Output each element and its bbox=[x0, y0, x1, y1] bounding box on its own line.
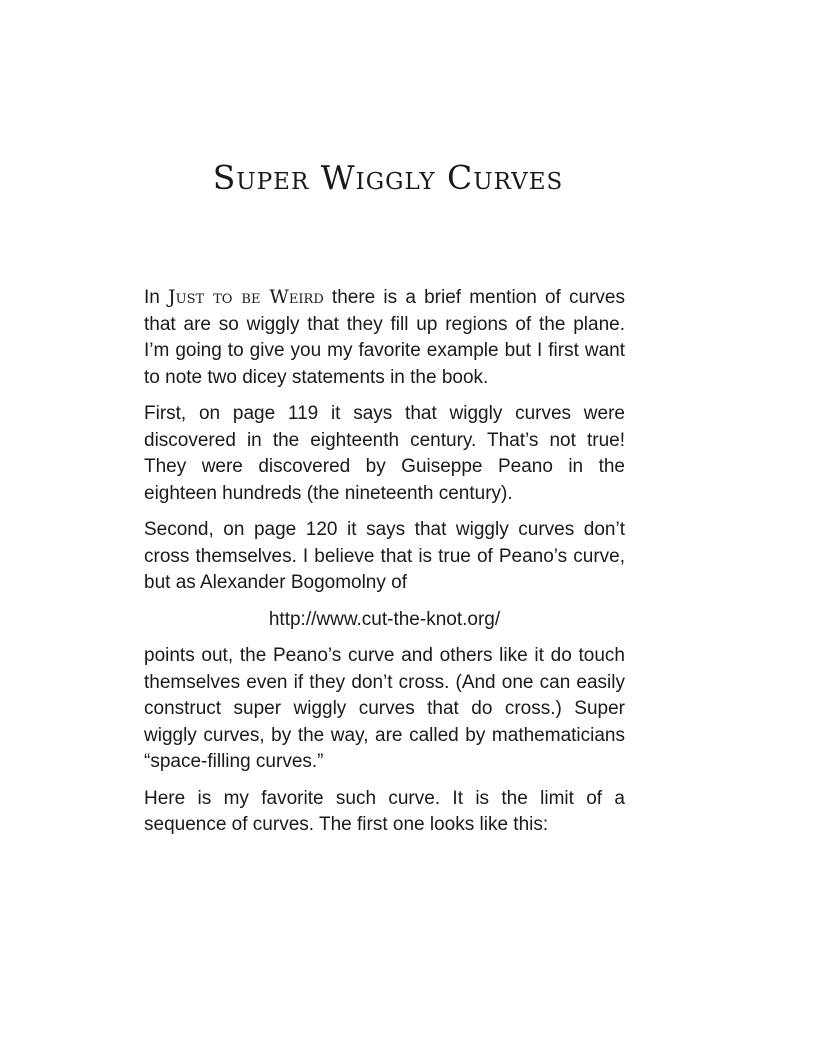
paragraph-first-statement: First, on page 119 it says that wiggly curves were discovered in the eighteenth century. That’s not true! They were discovered by Guiseppe Peano in the eighteen hundreds (the nineteenth century). bbox=[144, 403, 625, 504]
paragraph-touch-note: points out, the Peano’s curve and others like it do touch themselves even if they don’t cross. (And one can easily construct super wiggly curves that do cross.) Super wiggly curves, by the way, are called by mathematicians “space-filling curves.” bbox=[144, 645, 625, 772]
paragraph-intro-lead: In bbox=[144, 287, 169, 308]
paragraph-intro-rest: there is a brief mention of curves that are so wiggly that they fill up regions of the plane. I’m going to give you my favorite example but I first want to note two dicey statements in the book. bbox=[144, 287, 625, 388]
paragraph-intro bbox=[144, 284, 625, 391]
paragraph-favorite-curve: Here is my favorite such curve. It is the limit of a sequence of curves. The first one looks like this: bbox=[144, 787, 625, 835]
page-title: Super Wiggly Curves bbox=[212, 158, 564, 197]
paragraph-second-statement: Second, on page 120 it says that wiggly curves don’t cross themselves. I believe that is true of Peano’s curve, but as Alexander Bogomolny of bbox=[144, 519, 625, 593]
body-text bbox=[144, 284, 625, 849]
website-url: http://www.cut-the-knot.org/ bbox=[268, 608, 501, 630]
book-title: Just to be Weird bbox=[168, 286, 324, 308]
